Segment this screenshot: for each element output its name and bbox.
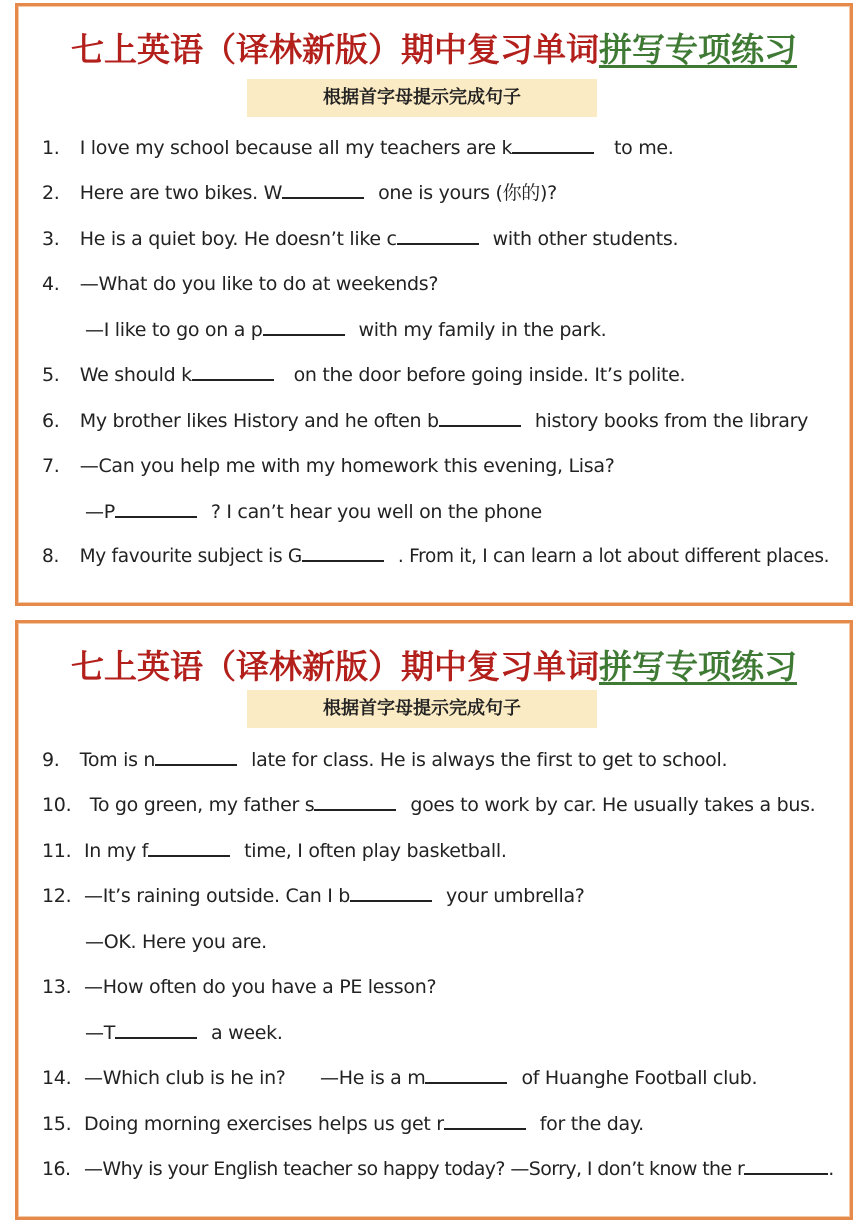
- question-number: 14.: [42, 1067, 72, 1089]
- question-line: [42, 178, 840, 208]
- answer-blank[interactable]: [302, 542, 384, 562]
- question-text: late for class. He is always the first to get to school.: [251, 749, 728, 771]
- question-text: —It’s raining outside. Can I b: [84, 885, 351, 907]
- question-line: [42, 224, 840, 254]
- question-text: We should k: [79, 364, 192, 386]
- question-text: for the day.: [539, 1113, 644, 1135]
- question-line: [42, 1109, 840, 1139]
- question-text: To go green, my father s: [89, 794, 315, 816]
- answer-blank[interactable]: [397, 225, 479, 245]
- question-line: [42, 497, 840, 527]
- answer-blank[interactable]: [148, 837, 230, 857]
- title-green-part: 拼写专项练习: [599, 30, 797, 69]
- question-number: 16.: [42, 1158, 71, 1180]
- question-text: with my family in the park.: [358, 319, 607, 341]
- question-text: .: [828, 1158, 834, 1180]
- question-text: ? I can’t hear you well on the phone: [210, 501, 542, 523]
- question-text: —P: [85, 501, 115, 523]
- question-number: 3.: [42, 228, 60, 250]
- question-line: [42, 790, 840, 820]
- question-text: one is yours (你的)?: [378, 182, 557, 204]
- question-text: —How often do you have a PE lesson?: [84, 976, 437, 998]
- answer-blank[interactable]: [282, 179, 364, 199]
- question-line: [42, 1063, 840, 1093]
- question-line: [42, 972, 840, 1002]
- question-number: 13.: [42, 976, 72, 998]
- question-text: with other students.: [492, 228, 679, 250]
- question-text: goes to work by car. He usually takes a bus.: [410, 794, 816, 816]
- question-number: 5.: [42, 364, 60, 386]
- answer-blank[interactable]: [263, 316, 345, 336]
- answer-blank[interactable]: [439, 407, 521, 427]
- question-line: [42, 1018, 840, 1048]
- question-number: 2.: [42, 182, 60, 204]
- question-line: [42, 133, 840, 163]
- question-number: 10.: [42, 794, 72, 816]
- question-number: 6.: [42, 410, 60, 432]
- question-text: a week.: [211, 1022, 283, 1044]
- question-text: your umbrella?: [446, 885, 585, 907]
- answer-blank[interactable]: [444, 1110, 526, 1130]
- question-text: —What do you like to do at weekends?: [79, 273, 439, 295]
- answer-blank[interactable]: [350, 882, 432, 902]
- question-text: history books from the library: [534, 410, 809, 432]
- question-line: [42, 927, 840, 957]
- worksheet-card-1: [15, 3, 853, 606]
- worksheet-title: [18, 641, 850, 688]
- worksheet-title: [18, 24, 850, 71]
- question-number: 15.: [42, 1113, 72, 1135]
- question-number: 7.: [42, 455, 60, 477]
- question-line: [42, 451, 840, 481]
- answer-blank[interactable]: [744, 1155, 828, 1175]
- answer-blank[interactable]: [314, 791, 396, 811]
- answer-blank[interactable]: [192, 361, 274, 381]
- question-line: [42, 881, 840, 911]
- question-text: —Which club is he in? —He is a m: [84, 1067, 426, 1089]
- question-text: My brother likes History and he often b: [79, 410, 439, 432]
- title-red-part: 七上英语（译林新版）期中复习单词: [71, 647, 599, 686]
- answer-blank[interactable]: [115, 1019, 197, 1039]
- question-line: [42, 836, 840, 866]
- title-red-part: 七上英语（译林新版）期中复习单词: [71, 30, 599, 69]
- question-text: He is a quiet boy. He doesn’t like c: [79, 228, 397, 250]
- question-text: to me.: [614, 137, 674, 159]
- question-text: —Why is your English teacher so happy today? —Sorry, I don’t know the r: [84, 1158, 745, 1180]
- question-text: Doing morning exercises helps us get r: [84, 1113, 444, 1135]
- question-text: —Can you help me with my homework this evening, Lisa?: [79, 455, 615, 477]
- question-number: 4.: [42, 273, 60, 295]
- worksheet-card-2: [15, 620, 853, 1220]
- question-text: My favourite subject is G: [79, 546, 302, 567]
- question-line: [42, 315, 840, 345]
- question-text: In my f: [84, 840, 149, 862]
- question-text: on the door before going inside. It’s polite.: [293, 364, 686, 386]
- title-green-part: 拼写专项练习: [599, 647, 797, 686]
- question-number: 12.: [42, 885, 72, 907]
- question-line: [42, 745, 840, 775]
- question-text: Here are two bikes. W: [79, 182, 283, 204]
- answer-blank[interactable]: [425, 1064, 507, 1084]
- question-number: 11.: [42, 840, 72, 862]
- question-text: —T: [85, 1022, 116, 1044]
- question-text: —OK. Here you are.: [85, 931, 267, 953]
- question-line: [42, 269, 840, 299]
- question-line: [42, 406, 840, 436]
- question-line: [42, 1154, 840, 1184]
- question-text: Tom is n: [79, 749, 156, 771]
- answer-blank[interactable]: [115, 498, 197, 518]
- question-text: —I like to go on a p: [85, 319, 263, 341]
- question-text: of Huanghe Football club.: [521, 1067, 758, 1089]
- instruction-banner: 根据首字母提示完成句子: [247, 690, 597, 728]
- question-line: [42, 360, 840, 390]
- instruction-banner: 根据首字母提示完成句子: [247, 79, 597, 117]
- question-text: . From it, I can learn a lot about different places.: [397, 546, 830, 567]
- question-line: [42, 542, 840, 572]
- question-number: 9.: [42, 749, 60, 771]
- question-number: 8.: [42, 546, 60, 567]
- answer-blank[interactable]: [512, 134, 594, 154]
- question-number: 1.: [42, 137, 60, 159]
- answer-blank[interactable]: [155, 746, 237, 766]
- question-text: I love my school because all my teachers are k: [79, 137, 513, 159]
- question-text: time, I often play basketball.: [244, 840, 507, 862]
